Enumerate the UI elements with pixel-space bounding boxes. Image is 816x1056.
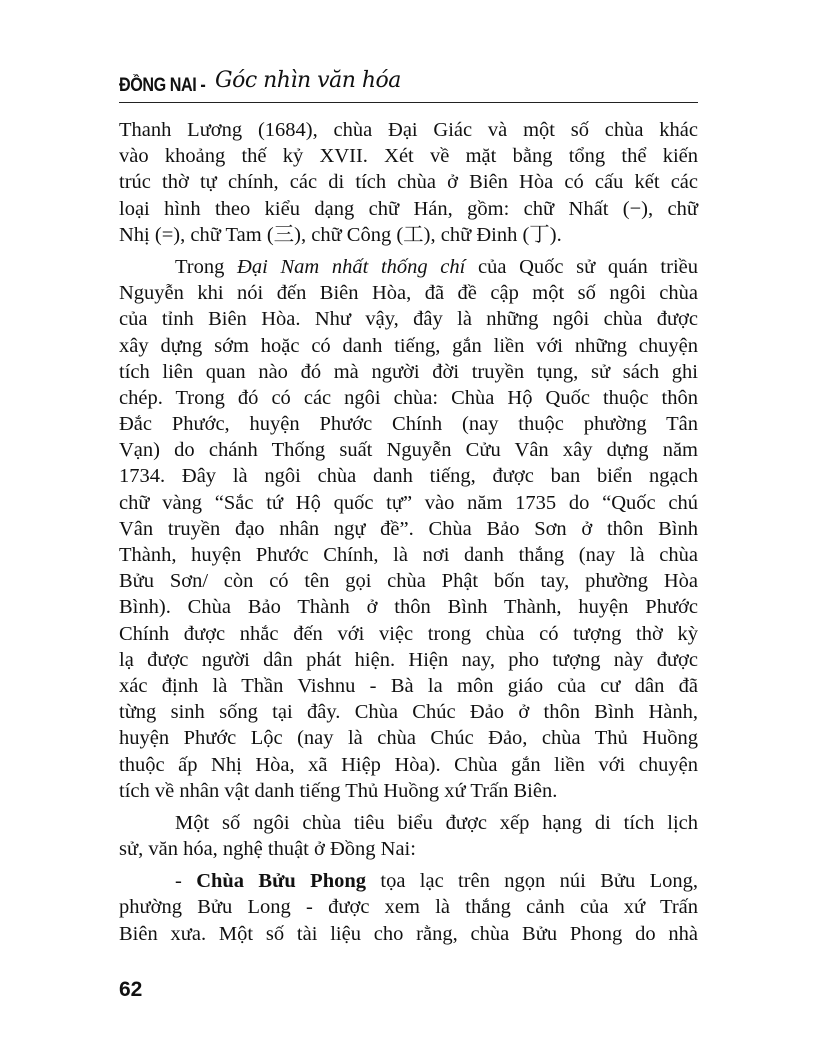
text-segment: Đắc Phước, huyện Phước Chính (nay thuộc phường Tân — [119, 413, 698, 436]
text-line — [119, 463, 698, 489]
text-line — [119, 254, 698, 280]
text-line — [119, 673, 698, 699]
bold-heading: Chùa Bửu Phong — [196, 870, 366, 893]
text-line — [119, 333, 698, 359]
text-line — [119, 222, 698, 248]
running-header — [119, 66, 698, 103]
text-segment: chữ vàng “Sắc tứ Hộ quốc tự” vào năm 1735 do “Quốc chú — [119, 491, 698, 514]
header-subtitle: Góc nhìn văn hóa — [215, 68, 401, 93]
paragraph — [119, 810, 698, 862]
text-line — [119, 280, 698, 306]
body-text — [119, 117, 698, 953]
text-line — [119, 778, 698, 804]
text-line — [119, 725, 698, 751]
italic-title: Đại Nam nhất thống chí — [237, 255, 466, 278]
text-segment: Vân truyền đạo nhân ngự đề”. Chùa Bảo Sơn ở thôn Bình — [119, 517, 698, 540]
text-line — [119, 921, 698, 947]
text-line — [119, 752, 698, 778]
paragraph — [119, 868, 698, 947]
text-line — [119, 594, 698, 620]
text-segment: Chính được nhắc đến với việc trong chùa có tượng thờ kỳ — [119, 622, 698, 645]
text-line — [119, 894, 698, 920]
text-segment: Thành, huyện Phước Chính, là nơi danh thắng (nay là chùa — [119, 544, 698, 566]
text-segment: tọa lạc trên ngọn núi Bửu Long, — [366, 870, 699, 893]
text-segment: của tỉnh Biên Hòa. Như vậy, đây là những ngôi chùa được — [119, 308, 698, 331]
text-line — [119, 117, 698, 143]
text-segment: Vạn) do chánh Thống suất Nguyễn Cửu Vân xây dựng năm — [119, 439, 698, 462]
text-segment: tích về nhân vật danh tiếng Thủ Huồng xứ Trấn Biên. — [119, 779, 558, 802]
text-segment: từng sinh sống tại đây. Chùa Chúc Đảo ở thôn Bình Hành, — [119, 701, 698, 724]
text-line — [119, 836, 698, 862]
text-segment: của Quốc sử quán triều — [465, 255, 698, 278]
text-segment: 1734. Đây là ngôi chùa danh tiếng, được ban biển ngạch — [119, 465, 698, 488]
text-line — [119, 359, 698, 385]
text-segment: Nguyễn khi nói đến Biên Hòa, đã đề cập một số ngôi chùa — [119, 282, 698, 305]
text-segment: - — [175, 870, 197, 893]
text-segment: Bửu Sơn/ còn có tên gọi chùa Phật bốn tay, phường Hòa — [119, 570, 698, 593]
text-segment: Thanh Lương (1684), chùa Đại Giác và một số chùa khác — [119, 119, 698, 141]
text-line — [119, 647, 698, 673]
text-line — [119, 196, 698, 222]
text-segment: Biên xưa. Một số tài liệu cho rằng, chùa Bửu Phong do nhà — [119, 922, 698, 945]
page-number: 62 — [119, 978, 143, 1001]
text-segment: chép. Trong đó có các ngôi chùa: Chùa Hộ Quốc thuộc thôn — [119, 386, 698, 409]
text-segment: Bình). Chùa Bảo Thành ở thôn Bình Thành, huyện Phước — [119, 596, 698, 619]
text-line — [119, 169, 698, 195]
text-segment: tích liên quan nào đó mà người đời truyền tụng, sử sách ghi — [119, 360, 698, 383]
text-line — [119, 810, 698, 836]
text-segment: xây dựng sớm hoặc có danh tiếng, gắn liền với những chuyện — [119, 334, 698, 357]
text-segment: sử, văn hóa, nghệ thuật ở Đồng Nai: — [119, 838, 416, 861]
text-line — [119, 868, 698, 894]
text-segment: lạ được người dân phát hiện. Hiện nay, pho tượng này được — [119, 648, 698, 671]
text-segment: loại hình theo kiểu dạng chữ Hán, gồm: chữ Nhất (−), chữ — [119, 197, 698, 220]
text-line — [119, 490, 698, 516]
text-line — [119, 621, 698, 647]
text-line — [119, 411, 698, 437]
text-line — [119, 542, 698, 568]
text-segment: trúc thờ tự chính, các di tích chùa ở Biên Hòa có cấu kết các — [119, 171, 698, 194]
text-segment: thuộc ấp Nhị Hòa, xã Hiệp Hòa). Chùa gắn liền với chuyện — [119, 753, 698, 776]
text-line — [119, 516, 698, 542]
text-segment: Trong — [175, 255, 238, 278]
paragraph — [119, 117, 698, 248]
text-segment: vào khoảng thế kỷ XVII. Xét về mặt bằng tổng thể kiến — [119, 145, 698, 168]
text-line — [119, 143, 698, 169]
text-segment: Một số ngôi chùa tiêu biểu được xếp hạng di tích lịch — [175, 811, 698, 834]
paragraph — [119, 254, 698, 804]
header-title: ĐỒNG NAI - — [119, 75, 206, 96]
text-segment: phường Bửu Long - được xem là thắng cảnh của xứ Trấn — [119, 896, 698, 919]
text-segment: huyện Phước Lộc (nay là chùa Chúc Đảo, chùa Thủ Huồng — [119, 727, 698, 750]
text-line — [119, 385, 698, 411]
text-line — [119, 568, 698, 594]
text-line — [119, 699, 698, 725]
text-segment: Nhị (=), chữ Tam (三), chữ Công (工), chữ Đinh (丁). — [119, 223, 562, 246]
text-line — [119, 437, 698, 463]
text-segment: xác định là Thần Vishnu - Bà la môn giáo của cư dân đã — [119, 674, 698, 697]
text-line — [119, 306, 698, 332]
